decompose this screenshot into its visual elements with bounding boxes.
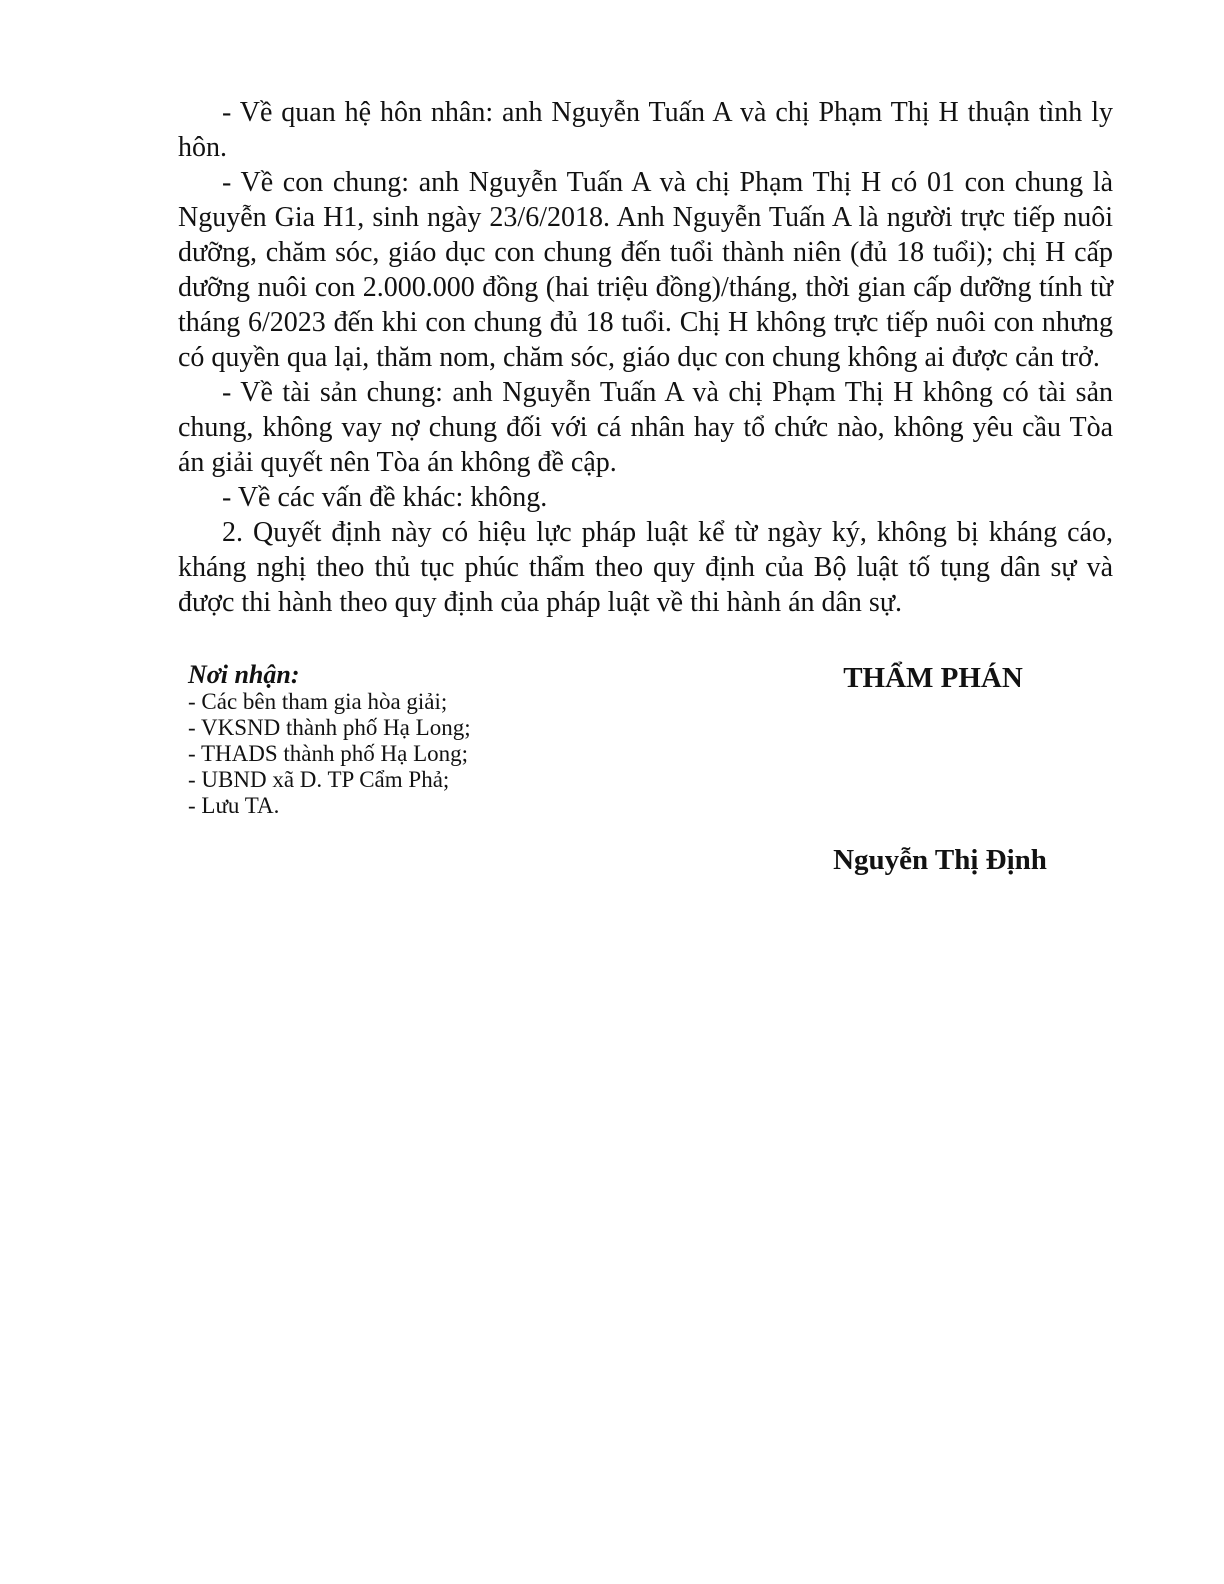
recipient-item-archive: - Lưu TA. — [188, 793, 280, 818]
paragraph-common-property: - Về tài sản chung: anh Nguyễn Tuấn A và chị Phạm Thị H không có tài sản chung, không vay nợ chung đối với cá nhân hay tổ chức nào, không yêu cầu Tòa án giải quyết nên Tòa án không đề cập. — [178, 377, 1113, 478]
document-body — [178, 95, 1113, 620]
recipients-heading: Nơi nhận: — [188, 660, 300, 689]
signature-name: Nguyễn Thị Định — [833, 844, 1047, 876]
paragraph-marriage-relation: - Về quan hệ hôn nhân: anh Nguyễn Tuấn A và chị Phạm Thị H thuận tình ly hôn. — [178, 97, 1113, 163]
recipient-item-thads: - THADS thành phố Hạ Long; — [188, 741, 469, 766]
paragraph-common-children: - Về con chung: anh Nguyễn Tuấn A và chị Phạm Thị H có 01 con chung là Nguyễn Gia H1, sinh ngày 23/6/2018. Anh Nguyễn Tuấn A là người trực tiếp nuôi dưỡng, chăm sóc, giáo dục con chung đến tuổi thành niên (đủ 18 tuổi); chị H cấp dưỡng nuôi con 2.000.000 đồng (hai triệu đồng)/tháng, thời gian cấp dưỡng tính từ tháng 6/2023 đến khi con chung đủ 18 tuổi. Chị H không trực tiếp nuôi con nhưng có quyền qua lại, thăm nom, chăm sóc, giáo dục con chung không ai được cản trở. — [178, 167, 1113, 373]
recipient-item-mediation-parties: - Các bên tham gia hòa giải; — [188, 689, 448, 714]
paragraph-legal-effect: 2. Quyết định này có hiệu lực pháp luật kể từ ngày ký, không bị kháng cáo, kháng nghị theo thủ tục phúc thẩm theo quy định của Bộ luật tố tụng dân sự và được thi hành theo quy định của pháp luật về thi hành án dân sự. — [178, 517, 1113, 618]
recipients-block — [188, 661, 471, 819]
recipient-item-vksnd: - VKSND thành phố Hạ Long; — [188, 715, 471, 740]
paragraph-other-issues: - Về các vấn đề khác: không. — [222, 482, 548, 513]
recipient-item-ubnd: - UBND xã D. TP Cẩm Phả; — [188, 767, 450, 792]
signature-block — [753, 661, 1113, 877]
document-footer — [178, 661, 1113, 877]
signature-title: THẨM PHÁN — [843, 662, 1023, 694]
